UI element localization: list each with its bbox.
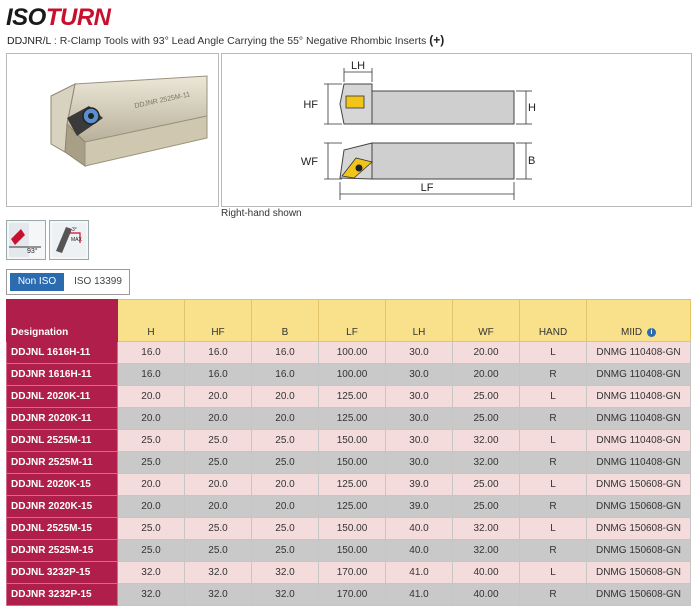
max-label-text: MAX (71, 237, 82, 243)
cell-wf: 32.00 (453, 518, 520, 540)
cell-hand: R (520, 584, 587, 606)
logo-iso-text: ISO (6, 4, 46, 31)
cell-lh: 41.0 (386, 584, 453, 606)
cell-lf: 170.00 (319, 562, 386, 584)
cell-lh: 30.0 (386, 430, 453, 452)
logo-turn-text: TURN (45, 4, 111, 31)
cell-designation[interactable]: DDJNL 1616H-11 (7, 342, 118, 364)
cell-designation[interactable]: DDJNL 2525M-11 (7, 430, 118, 452)
cell-h: 20.0 (118, 474, 185, 496)
cell-b: 25.0 (252, 518, 319, 540)
cell-designation[interactable]: DDJNL 2020K-15 (7, 474, 118, 496)
cell-miid: DNMG 150608-GN (587, 562, 691, 584)
table-row[interactable] (7, 342, 691, 364)
cell-wf: 32.00 (453, 430, 520, 452)
dim-wf-label: WF (300, 156, 318, 168)
cell-lf: 150.00 (319, 518, 386, 540)
spec-table-body (7, 342, 691, 606)
cell-miid: DNMG 150608-GN (587, 584, 691, 606)
technical-drawing (221, 53, 692, 207)
cell-lf: 125.00 (319, 474, 386, 496)
tab-non-iso[interactable]: Non ISO (10, 273, 64, 291)
cell-hf: 20.0 (185, 496, 252, 518)
cell-designation[interactable]: DDJNR 1616H-11 (7, 364, 118, 386)
cell-lf: 100.00 (319, 342, 386, 364)
dim-lh-label: LH (350, 60, 366, 72)
table-row[interactable] (7, 386, 691, 408)
svg-text:DDJNR 2525M-11: DDJNR 2525M-11 (133, 91, 191, 110)
ramping-thumbnail[interactable] (49, 220, 89, 260)
col-header-miid (587, 300, 691, 342)
cell-designation[interactable]: DDJNL 2525M-15 (7, 518, 118, 540)
cell-lh: 30.0 (386, 364, 453, 386)
cell-h: 20.0 (118, 408, 185, 430)
cell-designation[interactable]: DDJNR 2525M-15 (7, 540, 118, 562)
cell-h: 25.0 (118, 430, 185, 452)
cell-designation[interactable]: DDJNR 2020K-11 (7, 408, 118, 430)
col-header-hf: HF (185, 300, 252, 342)
cell-lh: 40.0 (386, 518, 453, 540)
info-icon[interactable]: i (647, 328, 656, 337)
table-row[interactable] (7, 584, 691, 606)
col-header-designation: Designation (7, 300, 118, 342)
cell-miid: DNMG 110408-GN (587, 408, 691, 430)
cell-hand: R (520, 364, 587, 386)
cell-hand: L (520, 562, 587, 584)
cell-miid: DNMG 110408-GN (587, 342, 691, 364)
cell-wf: 25.00 (453, 408, 520, 430)
col-header-wf: WF (453, 300, 520, 342)
cell-h: 25.0 (118, 540, 185, 562)
cell-lh: 30.0 (386, 452, 453, 474)
col-header-lf: LF (319, 300, 386, 342)
cell-wf: 32.00 (453, 452, 520, 474)
cell-b: 20.0 (252, 386, 319, 408)
cell-h: 20.0 (118, 386, 185, 408)
cell-b: 25.0 (252, 452, 319, 474)
dim-hf-label: HF (303, 99, 318, 111)
cell-b: 16.0 (252, 364, 319, 386)
table-row[interactable] (7, 496, 691, 518)
cell-lf: 150.00 (319, 540, 386, 562)
cell-lf: 125.00 (319, 386, 386, 408)
cell-hand: L (520, 518, 587, 540)
cell-lf: 170.00 (319, 584, 386, 606)
dim-b-label: B (528, 155, 536, 167)
cell-hand: R (520, 452, 587, 474)
cell-miid: DNMG 110408-GN (587, 364, 691, 386)
expand-plus-button[interactable]: (+) (429, 33, 445, 47)
table-row[interactable] (7, 430, 691, 452)
product-code: DDJNR/L (7, 35, 51, 47)
cell-hand: L (520, 386, 587, 408)
spec-table (6, 299, 691, 606)
cell-hf: 25.0 (185, 540, 252, 562)
kr-angle-text: 3° (72, 227, 77, 233)
cell-h: 32.0 (118, 584, 185, 606)
table-row[interactable] (7, 562, 691, 584)
col-header-b: B (252, 300, 319, 342)
cell-designation[interactable]: DDJNL 3232P-15 (7, 562, 118, 584)
cell-designation[interactable]: DDJNL 2020K-11 (7, 386, 118, 408)
lead-angle-text: 93° (27, 248, 38, 255)
cell-h: 16.0 (118, 342, 185, 364)
cell-miid: DNMG 110408-GN (587, 452, 691, 474)
cell-hf: 16.0 (185, 342, 252, 364)
cell-miid: DNMG 150608-GN (587, 474, 691, 496)
dim-h-label: H (528, 102, 536, 114)
cell-b: 32.0 (252, 584, 319, 606)
cell-wf: 25.00 (453, 496, 520, 518)
product-description: R-Clamp Tools with 93° Lead Angle Carrying the 55° Negative Rhombic Inserts (59, 35, 427, 47)
tab-iso-13399[interactable]: ISO 13399 (74, 276, 122, 287)
cell-b: 20.0 (252, 408, 319, 430)
cell-b: 25.0 (252, 430, 319, 452)
cell-miid: DNMG 110408-GN (587, 386, 691, 408)
cell-hf: 25.0 (185, 518, 252, 540)
miid-header-label: MIID (621, 327, 643, 338)
cell-miid: DNMG 150608-GN (587, 496, 691, 518)
isoturn-logo (6, 5, 111, 31)
cell-hand: L (520, 342, 587, 364)
cell-hf: 20.0 (185, 474, 252, 496)
cell-lh: 41.0 (386, 562, 453, 584)
tool-holder-photo-icon (7, 54, 218, 206)
cell-h: 25.0 (118, 452, 185, 474)
col-header-hand: HAND (520, 300, 587, 342)
product-photo (6, 53, 219, 207)
lead-angle-icon (7, 221, 45, 259)
cell-hand: R (520, 496, 587, 518)
cell-wf: 20.00 (453, 342, 520, 364)
cell-miid: DNMG 110408-GN (587, 430, 691, 452)
cell-b: 32.0 (252, 562, 319, 584)
table-header-row (7, 300, 691, 342)
cell-hf: 32.0 (185, 584, 252, 606)
standard-tabs (6, 269, 130, 295)
cell-miid: DNMG 150608-GN (587, 540, 691, 562)
cell-hand: R (520, 408, 587, 430)
cell-hf: 16.0 (185, 364, 252, 386)
cell-b: 20.0 (252, 474, 319, 496)
cell-lf: 100.00 (319, 364, 386, 386)
cell-hf: 20.0 (185, 386, 252, 408)
dimension-drawing-icon (222, 54, 691, 206)
table-row[interactable] (7, 364, 691, 386)
cell-hf: 32.0 (185, 562, 252, 584)
cell-wf: 40.00 (453, 584, 520, 606)
cell-lf: 125.00 (319, 496, 386, 518)
cell-designation[interactable]: DDJNR 2020K-15 (7, 496, 118, 518)
col-header-lh: LH (386, 300, 453, 342)
cell-wf: 40.00 (453, 562, 520, 584)
cell-hand: L (520, 474, 587, 496)
cell-designation[interactable]: DDJNR 2525M-11 (7, 452, 118, 474)
cell-lh: 39.0 (386, 474, 453, 496)
cell-wf: 25.00 (453, 474, 520, 496)
cell-lh: 39.0 (386, 496, 453, 518)
ramping-angle-icon (50, 221, 88, 259)
cell-miid: DNMG 150608-GN (587, 518, 691, 540)
product-subtitle (7, 33, 444, 47)
cell-lf: 125.00 (319, 408, 386, 430)
drawing-caption: Right-hand shown (221, 208, 302, 219)
cell-lh: 30.0 (386, 386, 453, 408)
table-row[interactable] (7, 452, 691, 474)
subtitle-separator: : (50, 35, 60, 47)
cell-wf: 20.00 (453, 364, 520, 386)
cell-h: 16.0 (118, 364, 185, 386)
lead-angle-thumbnail[interactable] (6, 220, 46, 260)
col-header-h: H (118, 300, 185, 342)
cell-lh: 40.0 (386, 540, 453, 562)
cell-h: 25.0 (118, 518, 185, 540)
cell-designation[interactable]: DDJNR 3232P-15 (7, 584, 118, 606)
cell-lh: 30.0 (386, 408, 453, 430)
cell-lh: 30.0 (386, 342, 453, 364)
cell-h: 32.0 (118, 562, 185, 584)
cell-b: 16.0 (252, 342, 319, 364)
table-row[interactable] (7, 474, 691, 496)
cell-hf: 25.0 (185, 452, 252, 474)
cell-h: 20.0 (118, 496, 185, 518)
cell-lf: 150.00 (319, 430, 386, 452)
cell-b: 25.0 (252, 540, 319, 562)
cell-lf: 150.00 (319, 452, 386, 474)
cell-hf: 20.0 (185, 408, 252, 430)
cell-wf: 32.00 (453, 540, 520, 562)
table-row[interactable] (7, 408, 691, 430)
cell-wf: 25.00 (453, 386, 520, 408)
cell-hand: R (520, 540, 587, 562)
cell-b: 20.0 (252, 496, 319, 518)
table-row[interactable] (7, 540, 691, 562)
cell-hand: L (520, 430, 587, 452)
cell-hf: 25.0 (185, 430, 252, 452)
dim-lf-label: LF (420, 182, 434, 194)
table-row[interactable] (7, 518, 691, 540)
